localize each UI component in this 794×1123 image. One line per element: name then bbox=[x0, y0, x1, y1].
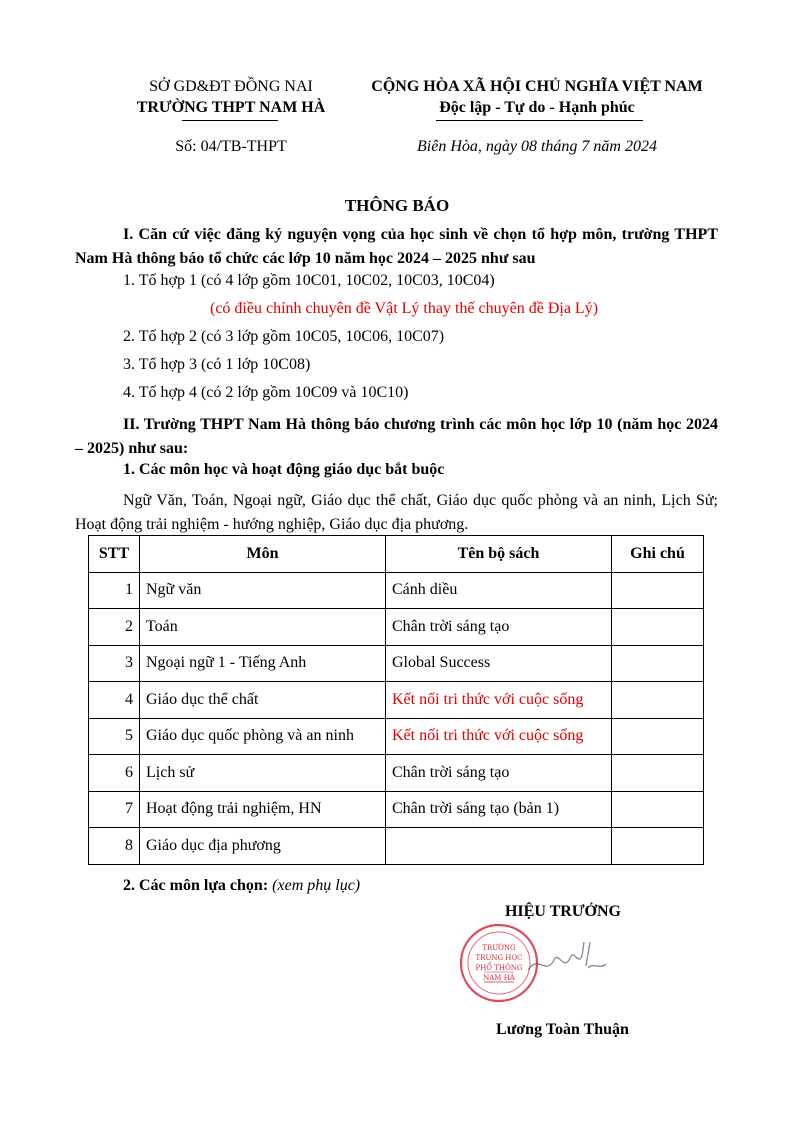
cell-subject: Ngữ văn bbox=[140, 572, 386, 609]
cell-stt: 4 bbox=[89, 682, 140, 719]
cell-note bbox=[612, 682, 704, 719]
header-book: Tên bộ sách bbox=[386, 536, 612, 573]
page-title: THÔNG BÁO bbox=[344, 196, 450, 215]
section1-item-1: 1. Tổ hợp 1 (có 4 lớp gồm 10C01, 10C02, 10C03, 10C04) bbox=[123, 272, 495, 289]
cell-note bbox=[612, 755, 704, 792]
cell-subject: Toán bbox=[140, 609, 386, 646]
section2-sub1: 1. Các môn học và hoạt động giáo dục bắt buộc bbox=[123, 461, 445, 478]
subjects-table bbox=[88, 535, 704, 865]
cell-stt: 5 bbox=[89, 718, 140, 755]
svg-text:TRUNG HỌC: TRUNG HỌC bbox=[475, 954, 523, 962]
school-name: TRƯỜNG THPT NAM HÀ bbox=[136, 99, 326, 116]
cell-subject: Ngoại ngữ 1 - Tiếng Anh bbox=[140, 645, 386, 682]
signer-name: Lương Toàn Thuận bbox=[496, 1021, 629, 1038]
table-row bbox=[89, 718, 704, 755]
section1-item-4: 4. Tổ hợp 4 (có 2 lớp gồm 10C09 và 10C10) bbox=[123, 384, 409, 401]
signer-role: HIỆU TRƯỞNG bbox=[504, 903, 621, 920]
cell-book-highlight: Kết nối tri thức với cuộc sống bbox=[386, 718, 612, 755]
svg-text:NAM HÀ: NAM HÀ bbox=[483, 974, 515, 982]
header-right bbox=[340, 76, 734, 118]
cell-note bbox=[612, 791, 704, 828]
section1-note: (có điều chỉnh chuyên đề Vật Lý thay thế chuyên đề Địa Lý) bbox=[210, 300, 599, 317]
cell-book: Global Success bbox=[386, 645, 612, 682]
department-name: SỞ GD&ĐT ĐỒNG NAI bbox=[149, 78, 313, 95]
cell-subject: Hoạt động trải nghiệm, HN bbox=[140, 791, 386, 828]
table-row bbox=[89, 791, 704, 828]
cell-subject: Lịch sử bbox=[140, 755, 386, 792]
cell-subject: Giáo dục quốc phòng và an ninh bbox=[140, 718, 386, 755]
cell-book: Cánh diều bbox=[386, 572, 612, 609]
school-underline bbox=[182, 120, 278, 121]
cell-note bbox=[612, 828, 704, 865]
section2-sub2 bbox=[123, 877, 360, 895]
country-name: CỘNG HÒA XÃ HỘI CHỦ NGHĨA VIỆT NAM bbox=[371, 78, 703, 95]
place-date: Biên Hòa, ngày 08 tháng 7 năm 2024 bbox=[417, 138, 657, 155]
table-row bbox=[89, 828, 704, 865]
handwritten-signature bbox=[520, 936, 610, 986]
section2-sub2-note: (xem phụ lục) bbox=[272, 877, 361, 894]
cell-book: Chân trời sáng tạo (bản 1) bbox=[386, 791, 612, 828]
motto: Độc lập - Tự do - Hạnh phúc bbox=[439, 99, 635, 116]
doc-number: Số: 04/TB-THPT bbox=[175, 138, 287, 155]
cell-stt: 8 bbox=[89, 828, 140, 865]
cell-note bbox=[612, 718, 704, 755]
table-row bbox=[89, 572, 704, 609]
table-row bbox=[89, 645, 704, 682]
header-stt: STT bbox=[89, 536, 140, 573]
cell-note bbox=[612, 609, 704, 646]
cell-book-highlight: Kết nối tri thức với cuộc sống bbox=[386, 682, 612, 719]
table-header-row bbox=[89, 536, 704, 573]
cell-stt: 3 bbox=[89, 645, 140, 682]
svg-text:PHỔ THÔNG: PHỔ THÔNG bbox=[475, 964, 523, 972]
table-row bbox=[89, 755, 704, 792]
section1-item-3: 3. Tổ hợp 3 (có 1 lớp 10C08) bbox=[123, 356, 311, 373]
motto-underline bbox=[436, 120, 643, 121]
cell-note bbox=[612, 572, 704, 609]
cell-book bbox=[386, 828, 612, 865]
table-row bbox=[89, 682, 704, 719]
section2-heading: II. Trường THPT Nam Hà thông báo chương trình các môn học lớp 10 (năm học 2024 – 2025) như sau: bbox=[75, 416, 718, 457]
cell-book: Chân trời sáng tạo bbox=[386, 609, 612, 646]
table-row bbox=[89, 609, 704, 646]
header-mon: Môn bbox=[140, 536, 386, 573]
section2-sub2-label: 2. Các môn lựa chọn: bbox=[123, 877, 269, 894]
header-note: Ghi chú bbox=[612, 536, 704, 573]
cell-book: Chân trời sáng tạo bbox=[386, 755, 612, 792]
section1-item-2: 2. Tổ hợp 2 (có 3 lớp gồm 10C05, 10C06, 10C07) bbox=[123, 328, 445, 345]
section2-sub1-text: Ngữ Văn, Toán, Ngoại ngữ, Giáo dục thể chất, Giáo dục quốc phòng và an ninh, Lịch Sử; Hoạt động trải nghiệm - hướng nghiệp, Giáo dục địa phương. bbox=[75, 492, 718, 533]
cell-stt: 2 bbox=[89, 609, 140, 646]
cell-subject: Giáo dục thể chất bbox=[140, 682, 386, 719]
svg-text:TRƯỜNG: TRƯỜNG bbox=[482, 944, 516, 952]
cell-stt: 1 bbox=[89, 572, 140, 609]
cell-stt: 7 bbox=[89, 791, 140, 828]
cell-subject: Giáo dục địa phương bbox=[140, 828, 386, 865]
cell-note bbox=[612, 645, 704, 682]
section1-heading: I. Căn cứ việc đăng ký nguyện vọng của học sinh về chọn tổ hợp môn, trường THPT Nam Hà thông báo tổ chức các lớp 10 năm học 2024 – 2025 như sau bbox=[75, 226, 718, 267]
cell-stt: 6 bbox=[89, 755, 140, 792]
